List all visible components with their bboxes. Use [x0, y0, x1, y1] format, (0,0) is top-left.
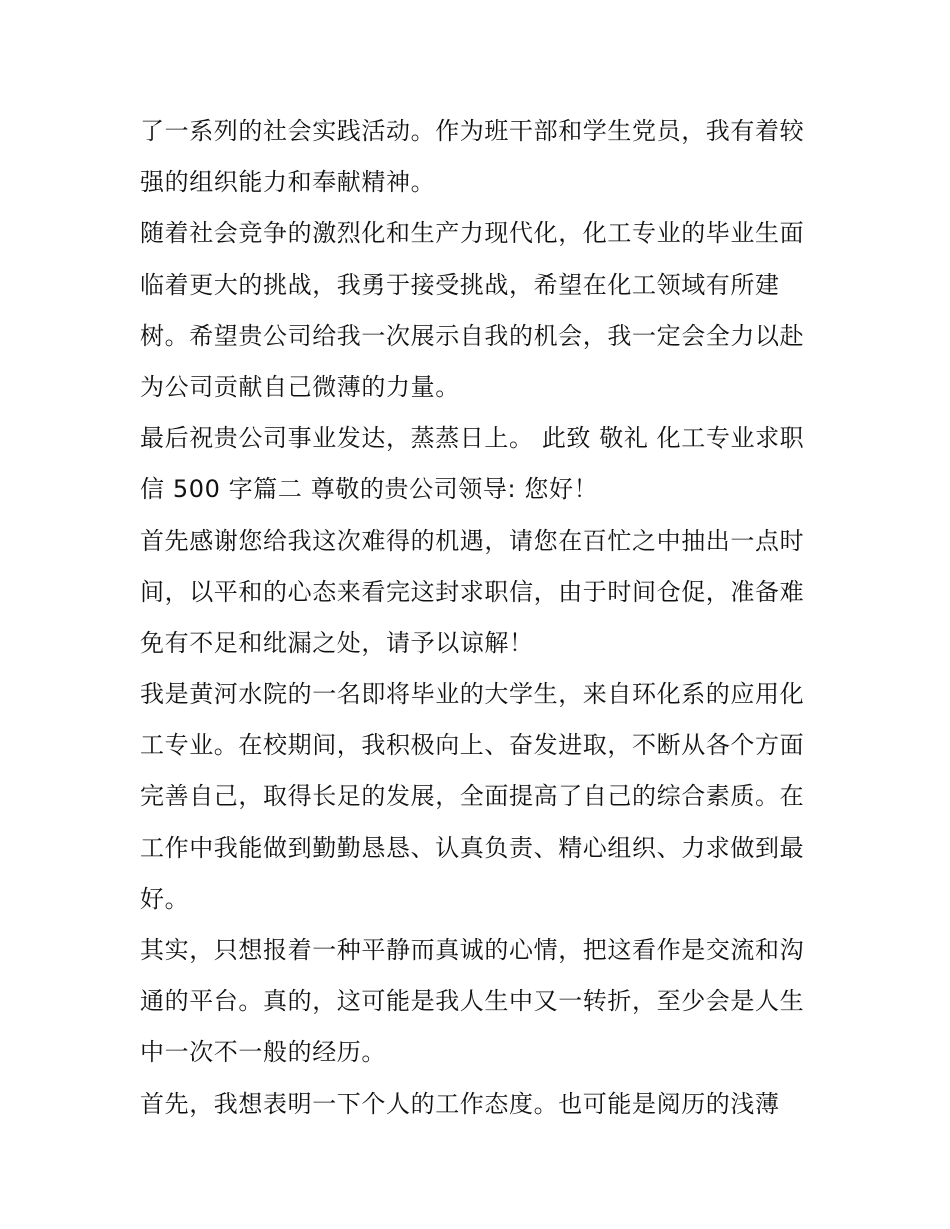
text-line: 中一次不一般的经历。: [140, 1038, 386, 1067]
text-line: 信 500 字篇二 尊敬的贵公司领导: 您好！: [140, 475, 599, 504]
text-line: 临着更大的挑战，我勇于接受挑战，希望在化工领域有所建: [140, 270, 780, 299]
text-line: 了一系列的社会实践活动。作为班干部和学生党员，我有着较: [140, 117, 805, 145]
text-line: 好。: [140, 884, 190, 913]
text-line: 为公司贡献自己微薄的力量。: [140, 372, 460, 401]
text-line: 通的平台。真的，这可能是我人生中又一转折，至少会是人生: [140, 987, 805, 1016]
text-line: 免有不足和纰漏之处，请予以谅解！: [140, 628, 534, 657]
text-line: 最后祝贵公司事业发达，蒸蒸日上。 此致 敬礼 化工专业求职: [140, 424, 805, 453]
text-line: 强的组织能力和奉献精神。: [140, 168, 436, 197]
text-line: 树。希望贵公司给我一次展示自我的机会，我一定会全力以赴: [140, 321, 805, 350]
text-line: 间，以平和的心态来看完这封求职信，由于时间仓促，准备难: [140, 577, 805, 606]
text-line: 工专业。在校期间，我积极向上、奋发进取，不断从各个方面: [140, 731, 805, 760]
text-line: 其实，只想报着一种平静而真诚的心情，把这看作是交流和沟: [140, 936, 805, 964]
text-line: 工作中我能做到勤勤恳恳、认真负责、精心组织、力求做到最: [140, 833, 805, 862]
text-line: 随着社会竞争的激烈化和生产力现代化，化工专业的毕业生面: [140, 219, 805, 248]
text-line: 我是黄河水院的一名即将毕业的大学生，来自环化系的应用化: [140, 680, 805, 709]
text-line: 首先，我想表明一下个人的工作态度。也可能是阅历的浅薄: [140, 1089, 780, 1118]
document-body: [140, 106, 820, 1130]
text-line: 首先感谢您给我这次难得的机遇，请您在百忙之中抽出一点时: [140, 526, 805, 555]
text-line: 完善自己，取得长足的发展，全面提高了自己的综合素质。在: [140, 782, 805, 811]
